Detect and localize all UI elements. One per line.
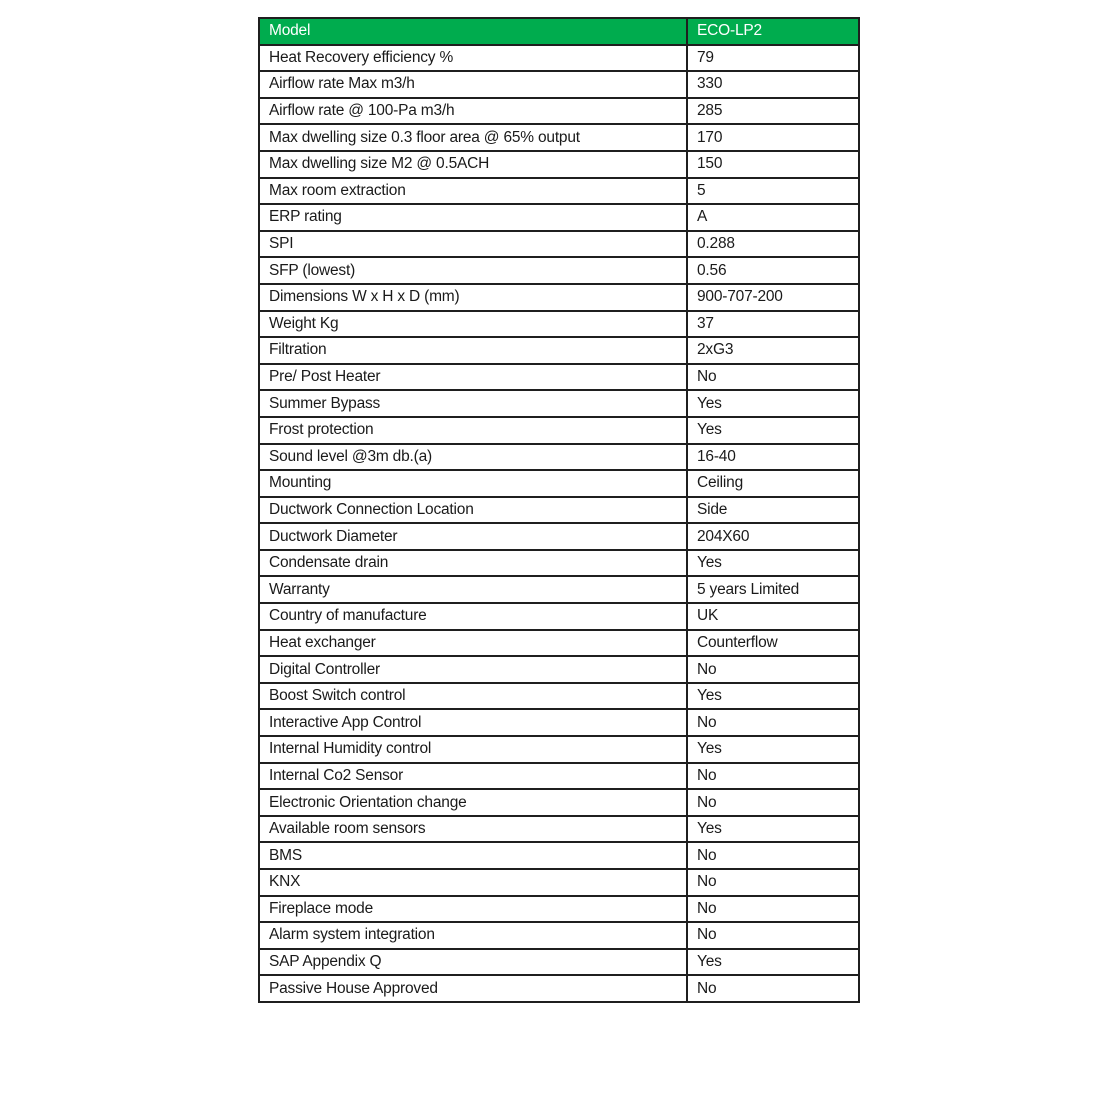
table-row <box>259 71 859 98</box>
table-row <box>259 576 859 603</box>
spec-label: Weight Kg <box>259 311 687 338</box>
spec-value: Side <box>687 497 859 524</box>
spec-label: Interactive App Control <box>259 709 687 736</box>
table-row <box>259 124 859 151</box>
spec-label: SAP Appendix Q <box>259 949 687 976</box>
spec-value: No <box>687 656 859 683</box>
spec-label: Ductwork Diameter <box>259 523 687 550</box>
table-row <box>259 975 859 1002</box>
spec-value: UK <box>687 603 859 630</box>
spec-value: 330 <box>687 71 859 98</box>
table-row <box>259 284 859 311</box>
spec-label: Electronic Orientation change <box>259 789 687 816</box>
spec-value: No <box>687 869 859 896</box>
spec-value: No <box>687 763 859 790</box>
table-row <box>259 470 859 497</box>
spec-value: 2xG3 <box>687 337 859 364</box>
spec-value: 0.56 <box>687 257 859 284</box>
table-row <box>259 523 859 550</box>
table-row <box>259 949 859 976</box>
table-row <box>259 869 859 896</box>
spec-label: KNX <box>259 869 687 896</box>
spec-label: Max dwelling size M2 @ 0.5ACH <box>259 151 687 178</box>
spec-value: 5 years Limited <box>687 576 859 603</box>
table-row <box>259 709 859 736</box>
table-row <box>259 630 859 657</box>
spec-value: Counterflow <box>687 630 859 657</box>
table-row <box>259 231 859 258</box>
table-row <box>259 763 859 790</box>
spec-label: Pre/ Post Heater <box>259 364 687 391</box>
spec-label: Internal Humidity control <box>259 736 687 763</box>
spec-table-header <box>259 18 859 45</box>
spec-label: Summer Bypass <box>259 390 687 417</box>
spec-value: 0.288 <box>687 231 859 258</box>
table-row <box>259 736 859 763</box>
table-row <box>259 390 859 417</box>
table-row <box>259 603 859 630</box>
product-spec-table <box>258 17 860 1003</box>
table-row <box>259 204 859 231</box>
spec-label: SPI <box>259 231 687 258</box>
header-model-value: ECO-LP2 <box>687 18 859 45</box>
spec-value: Yes <box>687 417 859 444</box>
spec-value: A <box>687 204 859 231</box>
spec-label: Heat exchanger <box>259 630 687 657</box>
spec-value: 79 <box>687 45 859 72</box>
spec-value: Yes <box>687 683 859 710</box>
spec-label: Fireplace mode <box>259 896 687 923</box>
spec-value: No <box>687 842 859 869</box>
spec-table-body <box>259 45 859 1002</box>
spec-label: Internal Co2 Sensor <box>259 763 687 790</box>
spec-value: Yes <box>687 736 859 763</box>
table-row <box>259 497 859 524</box>
spec-value: Yes <box>687 816 859 843</box>
spec-label: Alarm system integration <box>259 922 687 949</box>
spec-label: Mounting <box>259 470 687 497</box>
table-row <box>259 45 859 72</box>
spec-label: Boost Switch control <box>259 683 687 710</box>
spec-value: 37 <box>687 311 859 338</box>
spec-label: ERP rating <box>259 204 687 231</box>
spec-value: Yes <box>687 390 859 417</box>
spec-label: Frost protection <box>259 417 687 444</box>
table-row <box>259 178 859 205</box>
spec-label: Max dwelling size 0.3 floor area @ 65% output <box>259 124 687 151</box>
table-row <box>259 816 859 843</box>
spec-label: Condensate drain <box>259 550 687 577</box>
spec-label: BMS <box>259 842 687 869</box>
spec-value: Yes <box>687 550 859 577</box>
table-row <box>259 444 859 471</box>
spec-value: 5 <box>687 178 859 205</box>
spec-value: 150 <box>687 151 859 178</box>
table-row <box>259 683 859 710</box>
table-row <box>259 257 859 284</box>
table-row <box>259 922 859 949</box>
table-row <box>259 896 859 923</box>
table-row <box>259 364 859 391</box>
spec-value: No <box>687 975 859 1002</box>
table-row <box>259 842 859 869</box>
spec-value: 204X60 <box>687 523 859 550</box>
spec-value: 900-707-200 <box>687 284 859 311</box>
table-row <box>259 550 859 577</box>
spec-value: 16-40 <box>687 444 859 471</box>
spec-label: Airflow rate @ 100-Pa m3/h <box>259 98 687 125</box>
spec-label: Passive House Approved <box>259 975 687 1002</box>
table-row <box>259 789 859 816</box>
table-row <box>259 151 859 178</box>
header-row <box>259 18 859 45</box>
spec-value: 285 <box>687 98 859 125</box>
spec-value: Ceiling <box>687 470 859 497</box>
spec-label: Warranty <box>259 576 687 603</box>
spec-value: No <box>687 364 859 391</box>
table-row <box>259 311 859 338</box>
table-row <box>259 337 859 364</box>
spec-label: Airflow rate Max m3/h <box>259 71 687 98</box>
spec-value: No <box>687 896 859 923</box>
spec-label: Max room extraction <box>259 178 687 205</box>
spec-label: Dimensions W x H x D (mm) <box>259 284 687 311</box>
spec-value: No <box>687 922 859 949</box>
spec-label: Heat Recovery efficiency % <box>259 45 687 72</box>
table-row <box>259 98 859 125</box>
spec-value: No <box>687 709 859 736</box>
spec-label: Country of manufacture <box>259 603 687 630</box>
table-row <box>259 417 859 444</box>
spec-value: Yes <box>687 949 859 976</box>
table-row <box>259 656 859 683</box>
spec-value: 170 <box>687 124 859 151</box>
spec-value: No <box>687 789 859 816</box>
spec-label: Digital Controller <box>259 656 687 683</box>
spec-label: Sound level @3m db.(a) <box>259 444 687 471</box>
header-model-label: Model <box>259 18 687 45</box>
spec-label: SFP (lowest) <box>259 257 687 284</box>
spec-label: Available room sensors <box>259 816 687 843</box>
spec-label: Ductwork Connection Location <box>259 497 687 524</box>
spec-label: Filtration <box>259 337 687 364</box>
